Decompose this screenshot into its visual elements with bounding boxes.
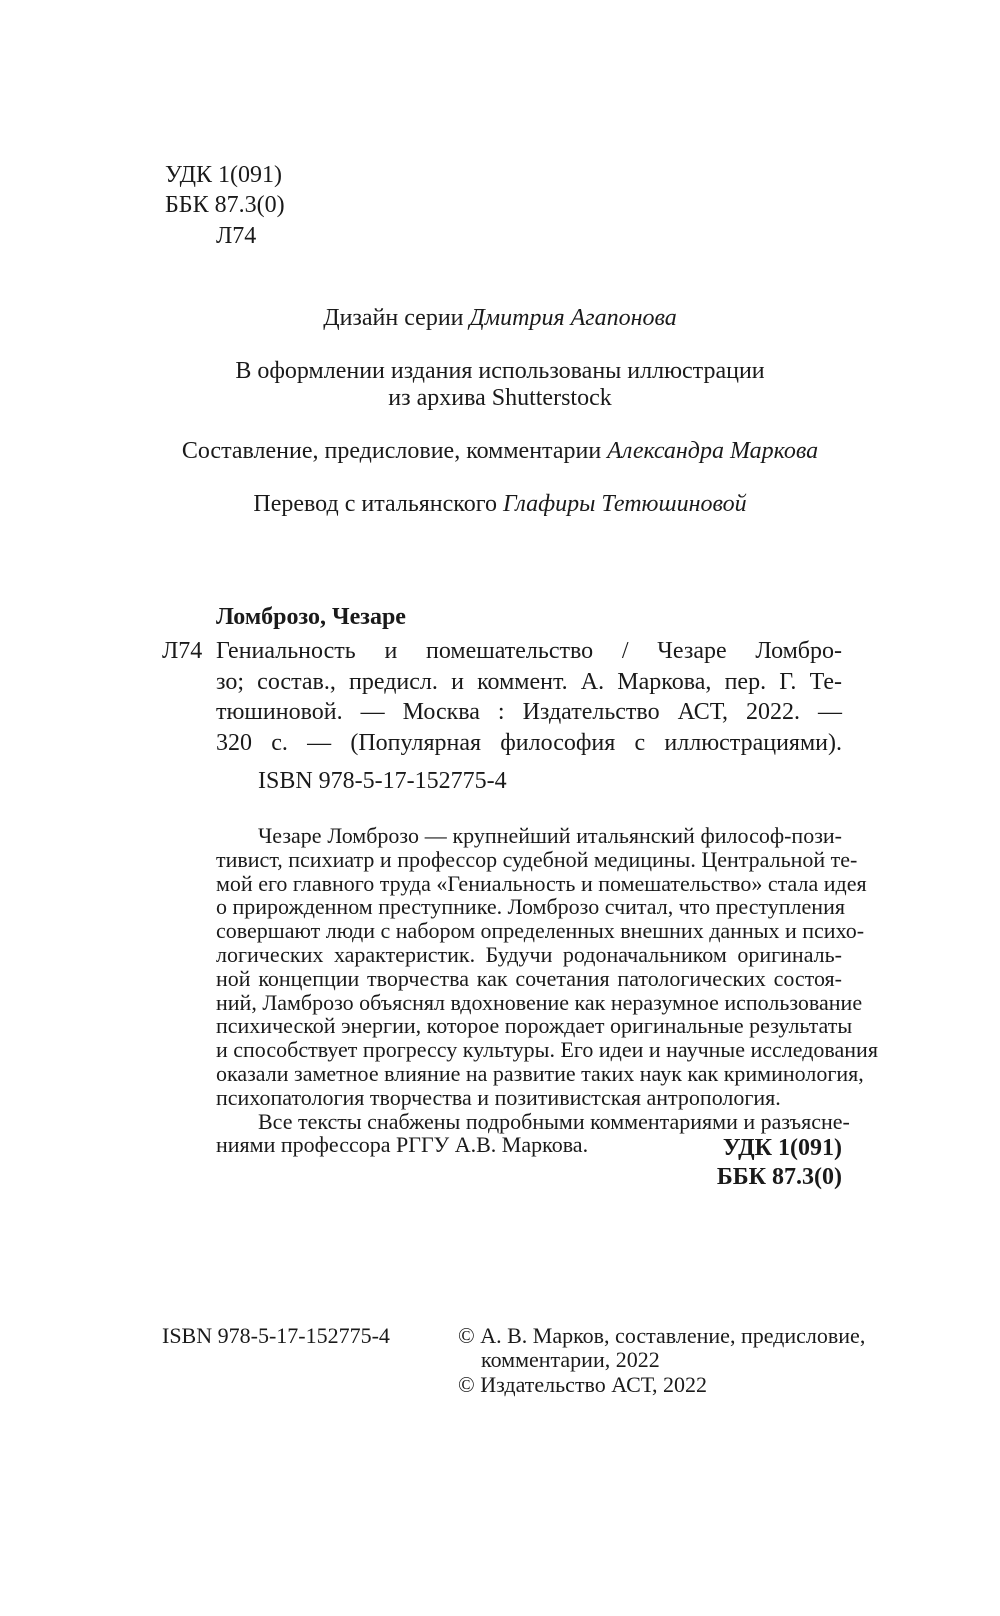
illustrations-line-2: из архива Shutterstock: [388, 385, 612, 411]
abstract-line: психической энергии, которое порождает оригинальные результаты: [216, 1013, 853, 1039]
illustrations-line-1: В оформлении издания использованы иллюстрации: [235, 358, 765, 384]
design-prefix: Дизайн серии: [323, 305, 464, 331]
compilation-name: Александра Маркова: [607, 438, 819, 464]
top-bbk: ББК 87.3(0): [165, 192, 285, 218]
catalog-isbn: ISBN 978-5-17-152775-4: [258, 768, 507, 794]
abstract-line: логических характеристик. Будучи родоначальником оригиналь-: [216, 941, 842, 967]
abstract-line: о прирожденном преступнике. Ломброзо считал, что преступления: [216, 894, 845, 920]
abstract-line: ной концепции творчества как сочетания патологических состоя-: [216, 965, 842, 991]
catalog-bbk: ББК 87.3(0): [716, 1164, 842, 1190]
note-line: Все тексты снабжены подробными комментариями и разъясне-: [258, 1108, 850, 1134]
copyright-publisher: © Издательство АСТ, 2022: [458, 1372, 707, 1397]
design-name: Дмитрия Агапонова: [469, 305, 677, 331]
abstract-line: Чезаре Ломброзо — крупнейший итальянский философ-пози-: [258, 823, 842, 848]
abstract-line: ний, Ламброзо объяснял вдохновение как неразумное использование: [216, 989, 863, 1015]
abstract-line: оказали заметное влияние на развитие таких наук как криминология,: [216, 1060, 864, 1086]
catalog-description: [216, 636, 842, 758]
design-credit: [0, 303, 1000, 333]
note-line: ниями профессора РГГУ А.В. Маркова.: [216, 1132, 589, 1158]
abstract-line: мой его главного труда «Гениальность и помешательство» стала идея: [216, 870, 867, 896]
top-udk: УДК 1(091): [165, 162, 282, 188]
copyright-author-line-2: комментарии, 2022: [481, 1347, 660, 1372]
description-line: тюшиновой. — Москва : Издательство АСТ, 2022. —: [216, 699, 842, 725]
compilation-credit: [0, 436, 1000, 466]
copyright-author-line-1: © А. В. Марков, составление, предисловие,: [458, 1323, 866, 1348]
translation-prefix: Перевод с итальянского: [253, 491, 497, 517]
catalog-mark: Л74: [162, 638, 203, 664]
abstract-line: психопатология творчества и позитивистская антропология.: [216, 1084, 781, 1110]
abstract-line: совершают люди с набором определенных внешних данных и психо-: [216, 918, 865, 944]
translation-credit: [0, 489, 1000, 519]
footer-isbn: ISBN 978-5-17-152775-4: [162, 1323, 390, 1348]
catalog-abstract: [216, 823, 878, 1158]
catalog-author-heading: Ломброзо, Чезаре: [216, 604, 406, 630]
top-author-mark: Л74: [216, 223, 257, 249]
catalog-udk: УДК 1(091): [722, 1135, 842, 1161]
translation-name: Глафиры Тетюшиновой: [502, 491, 747, 517]
description-line: 320 с. — (Популярная философия с иллюстрациями).: [216, 729, 842, 756]
abstract-line: и способствует прогрессу культуры. Его идеи и научные исследования: [216, 1037, 878, 1063]
description-line: зо; состав., предисл. и коммент. А. Маркова, пер. Г. Те-: [216, 668, 842, 695]
abstract-line: тивист, психиатр и профессор судебной медицины. Центральной те-: [216, 846, 858, 872]
compilation-prefix: Составление, предисловие, комментарии: [181, 438, 602, 464]
description-line: Гениальность и помешательство / Чезаре Ломбро-: [216, 638, 842, 664]
